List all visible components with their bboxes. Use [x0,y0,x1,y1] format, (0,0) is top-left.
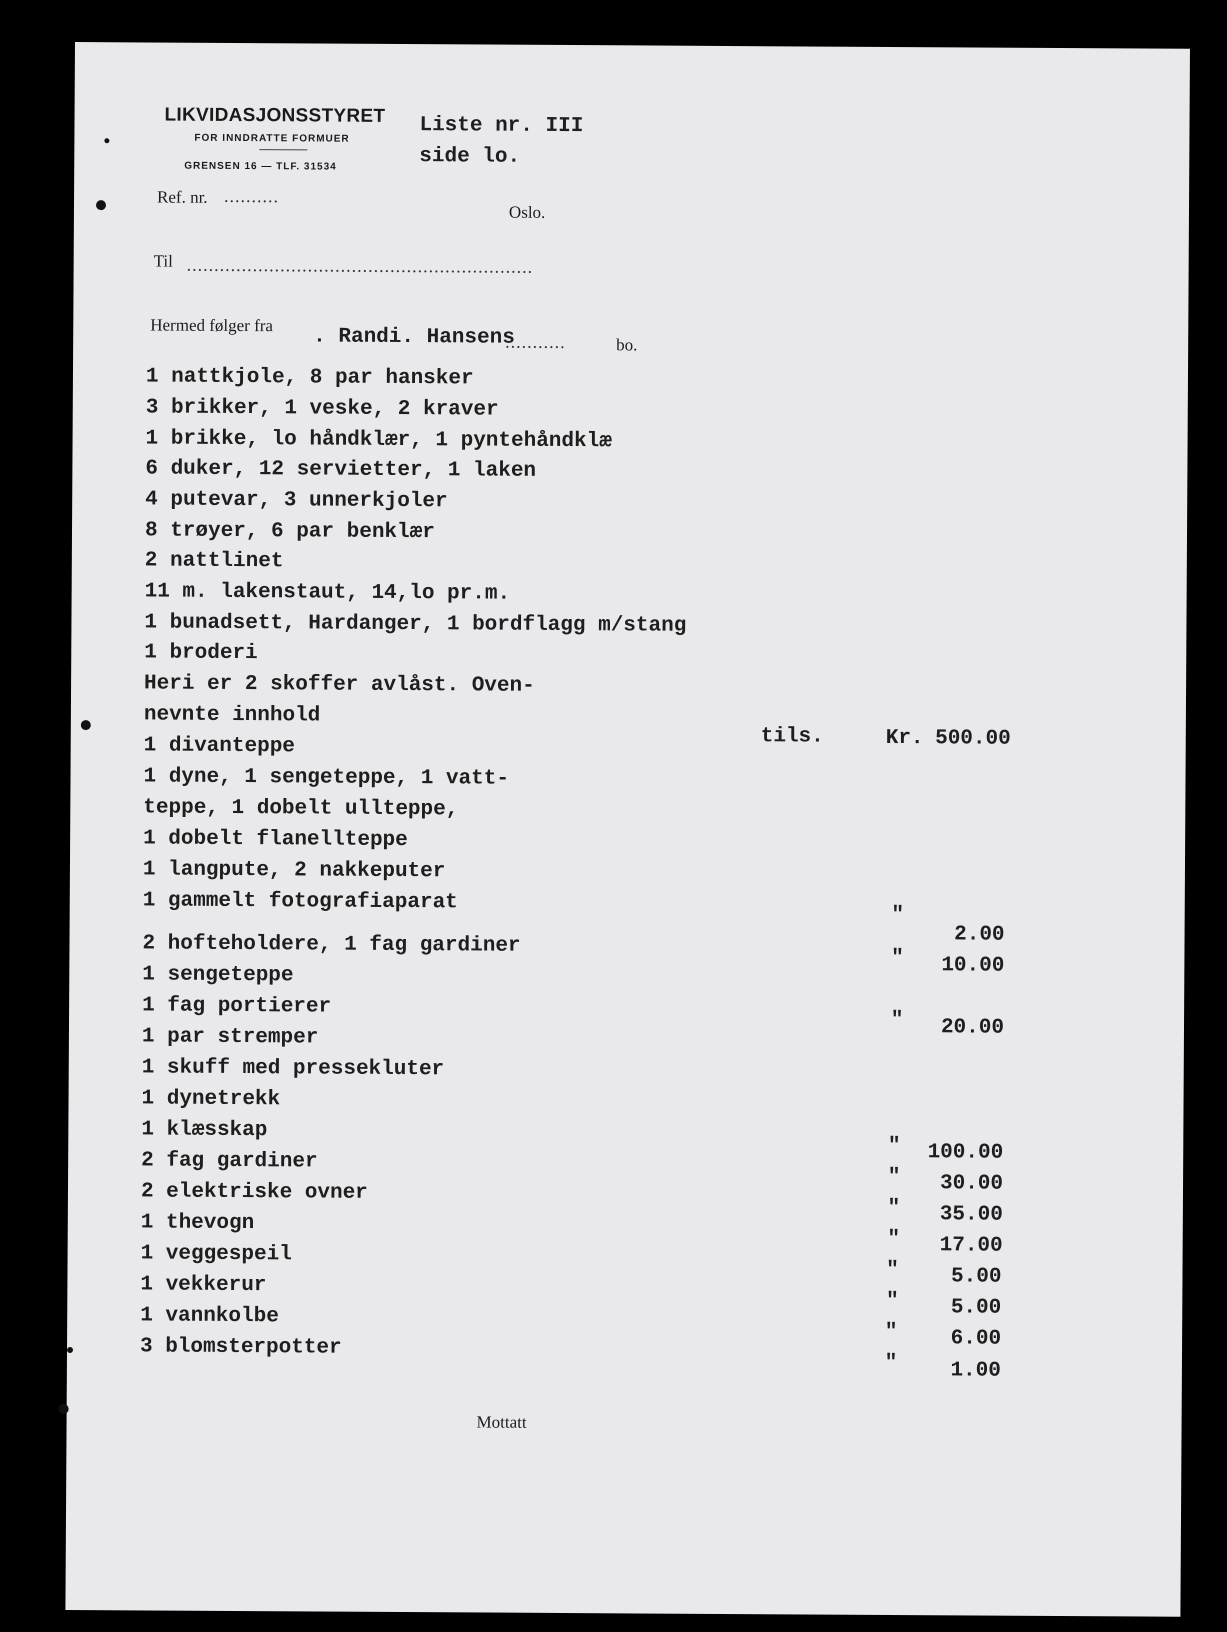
ditto-mark: " [887,1134,901,1159]
ditto-mark: " [891,947,904,971]
amount-value: 35.00 [939,1203,1003,1227]
list-item: 1 langpute, 2 nakkeputer [142,858,446,884]
list-item: 6 duker, 12 servietter, 1 laken [145,457,537,483]
list-item: 1 nattkjole, 8 par hansker [145,365,474,391]
list-item: 1 bunadsett, Hardanger, 1 bordflagg m/stang [144,611,687,638]
list-item: 2 hofteholdere, 1 fag gardiner [142,932,521,958]
list-item: 1 dyne, 1 sengeteppe, 1 vatt- [143,765,510,791]
letterhead-sub: FOR INNDRATTE FORMUER [194,132,350,145]
list-item: 3 blomsterpotter [139,1335,342,1360]
ditto-mark: " [886,1258,899,1283]
til-label: Til [153,251,173,271]
amount-value: 30.00 [939,1172,1004,1196]
place-label: Oslo. [508,202,546,222]
list-item: 1 brikke, lo håndklær, 1 pyntehåndklæ [145,427,612,454]
amount-value: 17.00 [939,1234,1003,1258]
list-item: 1 dynetrekk [141,1087,281,1112]
total-amount: 500.00 [935,727,1011,751]
til-dots: ............................................................... [186,254,534,277]
list-item: 2 elektriske ovner [140,1180,368,1205]
punch-hole [67,1347,73,1353]
owner-name: . Randi. Hansens [313,325,515,350]
ref-label: Ref. nr. [156,187,208,207]
list-item: 1 sengeteppe [142,963,294,988]
tils-label: tils. [760,725,824,749]
ditto-mark: " [885,1289,899,1314]
list-item: 3 brikker, 1 veske, 2 kraver [145,396,499,422]
hermed-dots: ........... [505,331,566,353]
list-item: nevnte innhold [143,703,321,728]
ditto-mark: " [887,1227,901,1252]
hermed-suffix: bo. [616,335,638,355]
punch-hole [81,720,91,730]
currency-label: Kr. [885,726,924,751]
list-item: 1 thevogn [140,1211,255,1236]
ref-dots: .......... [224,185,280,207]
list-item: 1 broderi [144,641,258,666]
list-item: 2 fag gardiner [141,1149,318,1174]
list-item: 1 vekkerur [140,1273,267,1298]
amount-value: 20.00 [940,1016,1005,1040]
ditto-mark: " [891,904,905,928]
ditto-mark: " [884,1351,898,1376]
letterhead-address: GRENSEN 16 — TLF. 31534 [184,160,337,173]
list-item: 8 trøyer, 6 par benklær [144,519,435,545]
list-item: 2 nattlinet [144,549,284,574]
page-number: side lo. [419,145,521,169]
ditto-mark: " [884,1320,898,1345]
amount-value: 6.00 [950,1327,1002,1351]
amount-value: 100.00 [927,1141,1004,1165]
list-number: Liste nr. III [419,114,584,139]
letterhead-rule [259,149,307,150]
list-item: 1 gammelt fotografiaparat [142,889,458,915]
punch-hole [104,138,109,143]
punch-hole [96,200,106,210]
received-label: Mottatt [476,1412,527,1432]
list-item: Heri er 2 skoffer avlåst. Oven- [144,672,535,698]
amount-value: 10.00 [941,954,1005,978]
amount-value: 5.00 [950,1265,1002,1289]
amount-value: 2.00 [954,923,1005,947]
list-item: 1 dobelt flanellteppe [143,827,408,853]
ditto-mark: " [890,1009,904,1033]
list-item: 1 divanteppe [143,734,296,759]
list-item: 1 vannkolbe [140,1304,279,1329]
list-item: 1 skuff med pressekluter [141,1056,445,1082]
document-page [65,42,1190,1617]
amount-value: 5.00 [950,1296,1002,1320]
list-item: 1 par stremper [141,1025,319,1050]
ditto-mark: " [887,1165,901,1190]
punch-hole [59,1404,69,1414]
hermed-prefix: Hermed følger fra [150,315,274,336]
letterhead-org: LIKVIDASJONSSTYRET [164,104,386,127]
list-item: 1 veggespeil [140,1242,292,1267]
list-item: 1 klæsskap [141,1118,268,1143]
list-item: 1 fag portierer [142,994,332,1019]
list-item: 4 putevar, 3 unnerkjoler [145,488,448,514]
list-item: 11 m. lakenstaut, 14,lo pr.m. [144,580,511,606]
amount-value: 1.00 [950,1359,1001,1383]
ditto-mark: " [887,1196,901,1221]
list-item: teppe, 1 dobelt ullteppe, [143,796,459,822]
